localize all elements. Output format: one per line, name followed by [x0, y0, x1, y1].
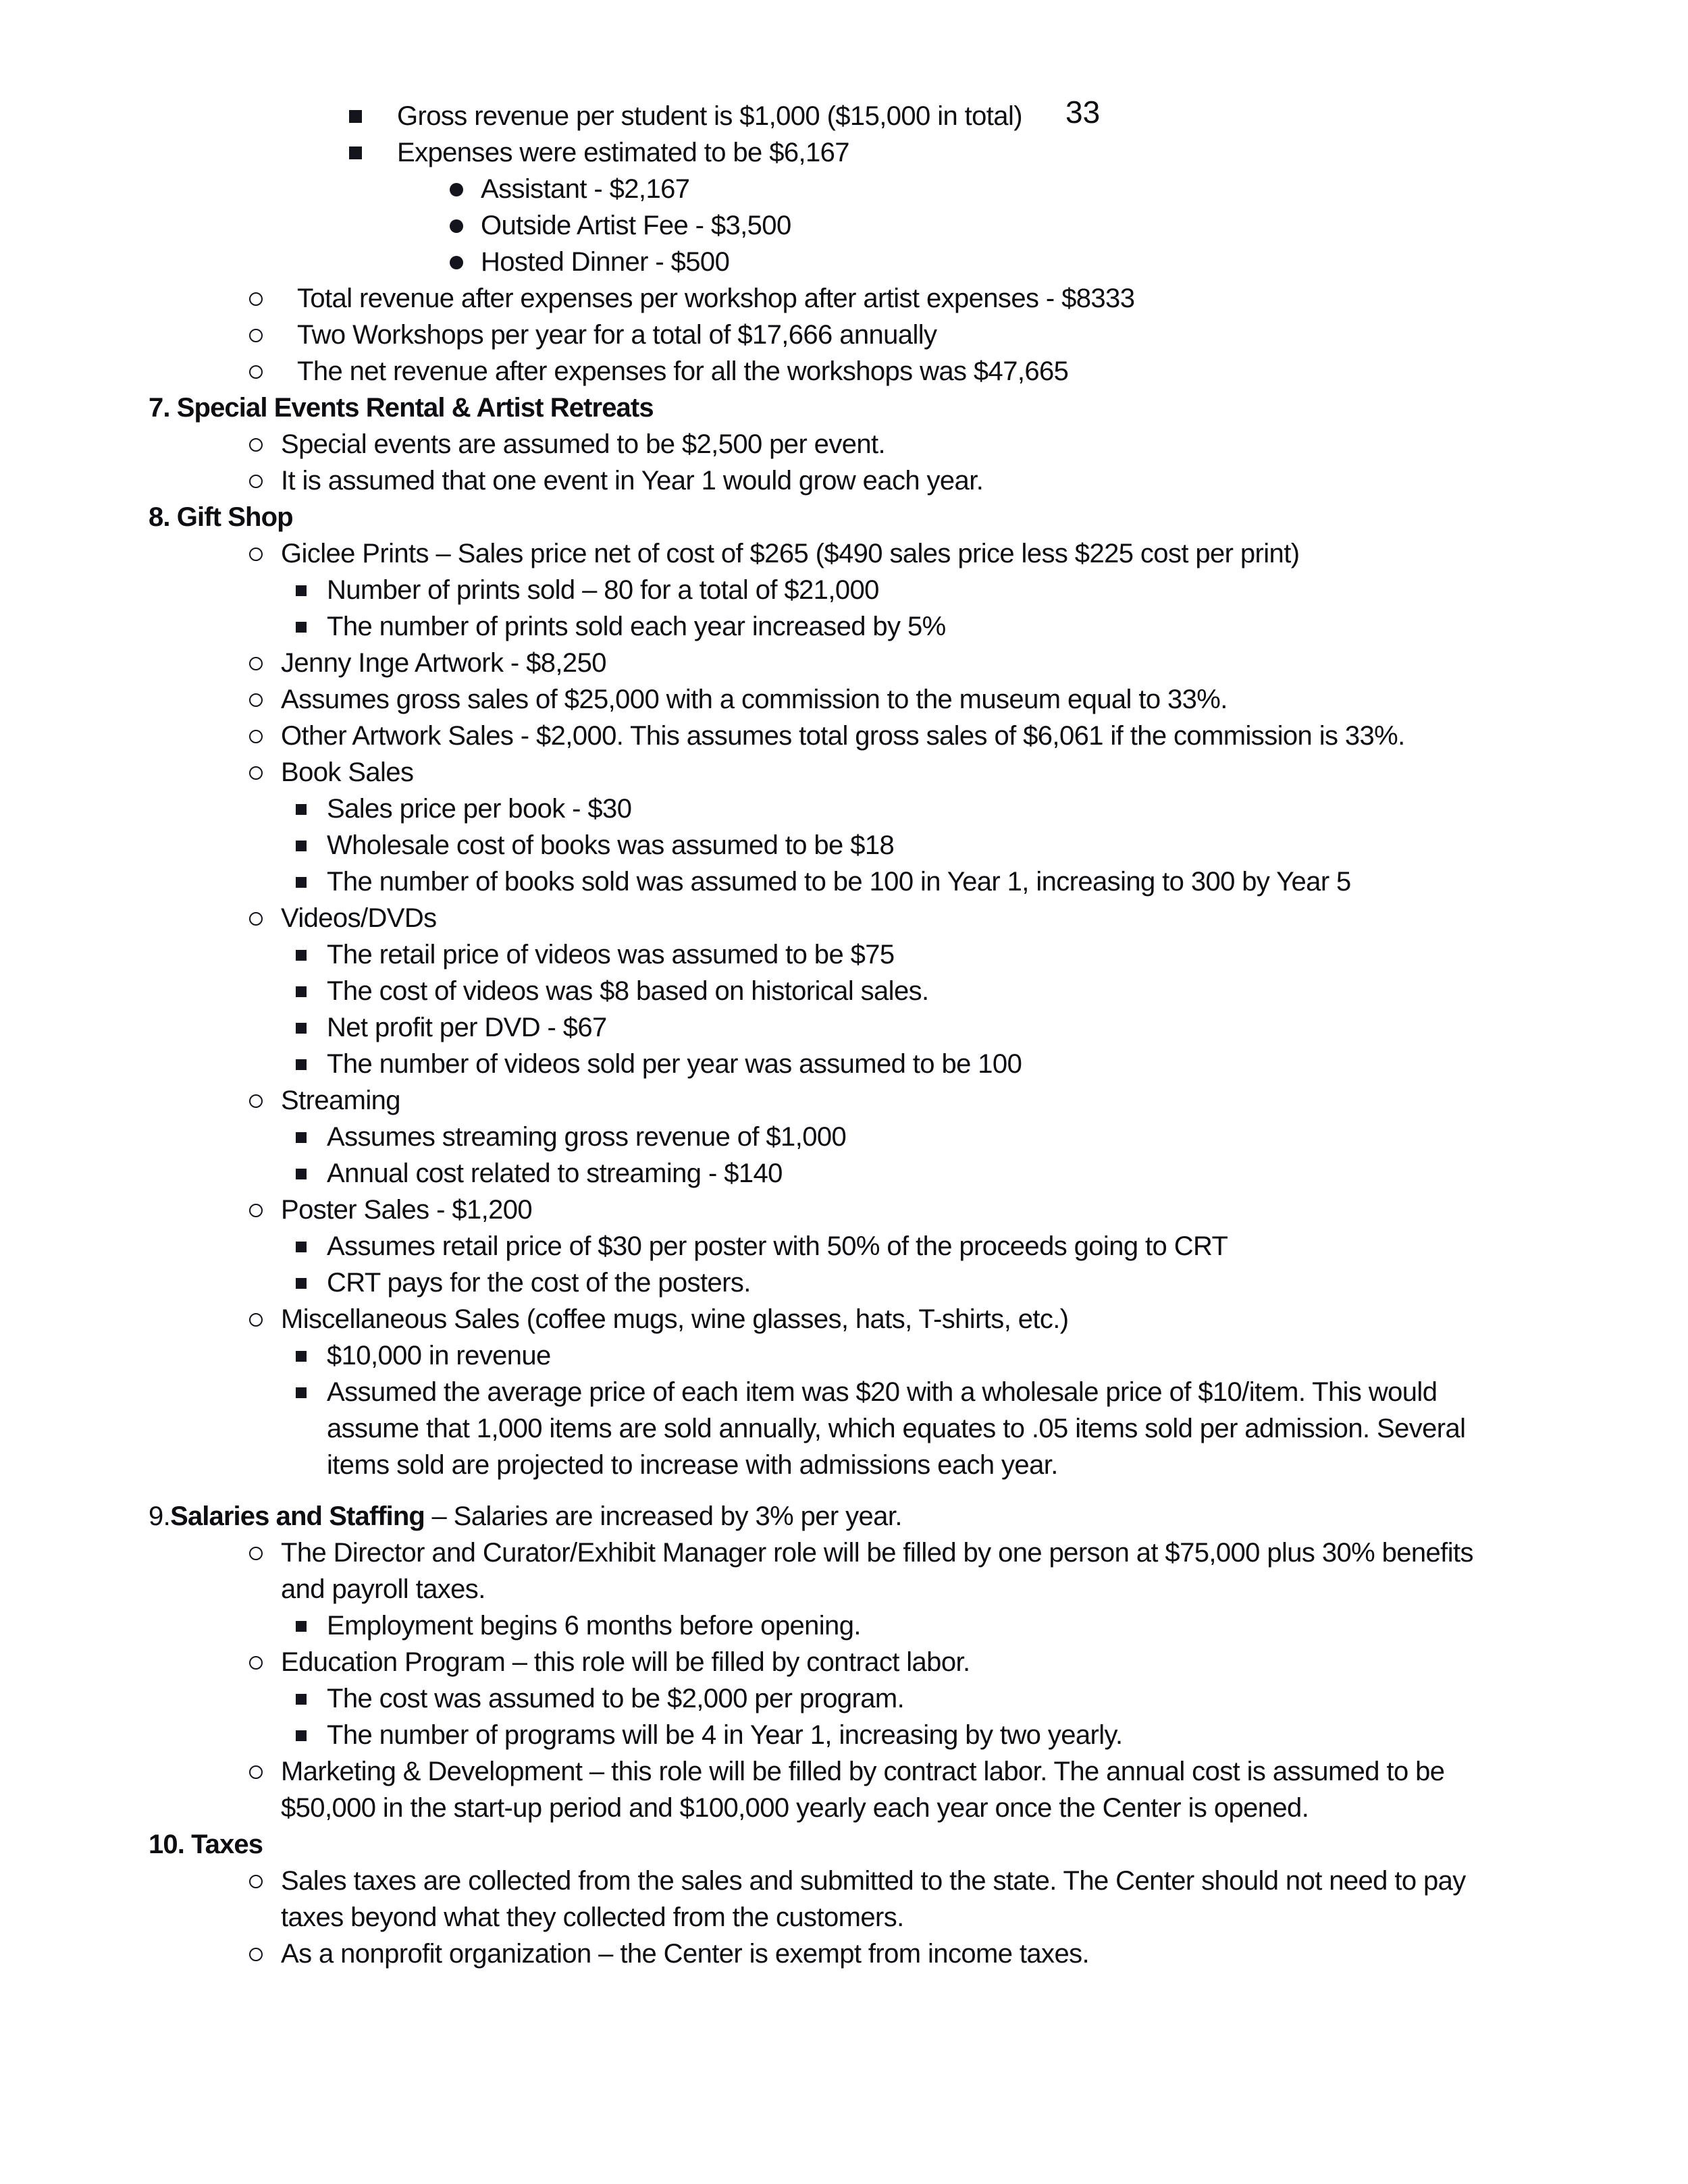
square-bullet-icon — [349, 110, 362, 123]
item-text: As a nonprofit organization – the Center is exempt from income taxes. — [281, 1939, 1089, 1969]
item-text: Special events are assumed to be $2,500 per event. — [281, 429, 886, 459]
square-bullet-icon — [296, 1387, 307, 1398]
item-text: Miscellaneous Sales (coffee mugs, wine glasses, hats, T-shirts, etc.) — [281, 1304, 1069, 1334]
circle-bullet-icon — [249, 1547, 263, 1560]
square-bullet-icon — [296, 1694, 307, 1705]
square-bullet-icon — [296, 804, 307, 815]
item-text: Net profit per DVD - $67 — [327, 1013, 607, 1042]
item-text: Sales taxes are collected from the sales and submitted to the state. The Center should not need to pay — [281, 1866, 1466, 1896]
circle-bullet-icon — [249, 329, 263, 342]
item-text: Giclee Prints – Sales price net of cost of $265 ($490 sales price less $225 cost per print) — [281, 539, 1300, 568]
dot-bullet-icon — [450, 256, 463, 269]
item-text: Assumes streaming gross revenue of $1,000 — [327, 1122, 847, 1152]
item-text: assume that 1,000 items are sold annually, which equates to .05 items sold per admission. Several — [327, 1414, 1466, 1443]
item-text: The Director and Curator/Exhibit Manager role will be filled by one person at $75,000 plus 30% benefits — [281, 1538, 1473, 1568]
circle-bullet-icon — [249, 1765, 263, 1779]
square-bullet-icon — [296, 877, 307, 888]
square-bullet-icon — [296, 1132, 307, 1143]
square-bullet-icon — [296, 1023, 307, 1034]
square-bullet-icon — [296, 1621, 307, 1632]
circle-bullet-icon — [249, 730, 263, 743]
item-text: $50,000 in the start-up period and $100,000 yearly each year once the Center is opened. — [281, 1793, 1309, 1823]
section-heading-7: 7. Special Events Rental & Artist Retreats — [149, 393, 654, 423]
item-text: taxes beyond what they collected from the customers. — [281, 1902, 904, 1932]
item-text: The retail price of videos was assumed to be $75 — [327, 940, 895, 969]
circle-bullet-icon — [249, 766, 263, 780]
square-bullet-icon — [296, 1730, 307, 1741]
item-text: Streaming — [281, 1086, 400, 1115]
circle-bullet-icon — [249, 365, 263, 379]
circle-bullet-icon — [249, 1094, 263, 1108]
item-text: The number of programs will be 4 in Year 1, increasing by two yearly. — [327, 1720, 1123, 1750]
item-text: $10,000 in revenue — [327, 1341, 551, 1370]
item-text: The cost was assumed to be $2,000 per program. — [327, 1684, 905, 1713]
item-text: Assumed the average price of each item was $20 with a wholesale price of $10/item. This would — [327, 1377, 1438, 1407]
item-text: Outside Artist Fee - $3,500 — [481, 211, 791, 240]
circle-bullet-icon — [249, 1313, 263, 1327]
item-text: Wholesale cost of books was assumed to be $18 — [327, 830, 895, 860]
section-number: 9. — [149, 1501, 171, 1531]
circle-bullet-icon — [249, 548, 263, 561]
section-heading-9 — [149, 1498, 902, 1535]
item-text: The number of books sold was assumed to be 100 in Year 1, increasing to 300 by Year 5 — [327, 867, 1351, 897]
item-text: CRT pays for the cost of the posters. — [327, 1268, 751, 1298]
item-text: Poster Sales - $1,200 — [281, 1195, 533, 1225]
square-bullet-icon — [296, 841, 307, 851]
item-text: Jenny Inge Artwork - $8,250 — [281, 648, 606, 678]
section-title: Salaries and Staffing — [170, 1501, 425, 1531]
item-text: Education Program – this role will be filled by contract labor. — [281, 1647, 970, 1677]
item-text: Number of prints sold – 80 for a total of $21,000 — [327, 575, 879, 605]
item-text: and payroll taxes. — [281, 1574, 485, 1604]
square-bullet-icon — [296, 1278, 307, 1289]
circle-bullet-icon — [249, 657, 263, 670]
item-text: It is assumed that one event in Year 1 would grow each year. — [281, 466, 984, 496]
item-text: Book Sales — [281, 757, 414, 787]
square-bullet-icon — [296, 1169, 307, 1179]
square-bullet-icon — [296, 622, 307, 633]
item-text: Total revenue after expenses per workshop after artist expenses - $8333 — [297, 284, 1135, 313]
item-text: Expenses were estimated to be $6,167 — [397, 138, 849, 167]
square-bullet-icon — [296, 950, 307, 961]
square-bullet-icon — [296, 1242, 307, 1252]
square-bullet-icon — [296, 986, 307, 997]
section-heading-8: 8. Gift Shop — [149, 502, 293, 532]
dot-bullet-icon — [450, 219, 463, 233]
item-text: Sales price per book - $30 — [327, 794, 632, 824]
circle-bullet-icon — [249, 1204, 263, 1217]
circle-bullet-icon — [249, 1948, 263, 1961]
section-heading-10: 10. Taxes — [149, 1830, 263, 1859]
item-text: The cost of videos was $8 based on historical sales. — [327, 976, 929, 1006]
item-text: Videos/DVDs — [281, 903, 437, 933]
item-text: Marketing & Development – this role will be filled by contract labor. The annual cost is assumed to be — [281, 1757, 1445, 1786]
dot-bullet-icon — [450, 183, 463, 196]
page-number: 33 — [1065, 95, 1101, 130]
square-bullet-icon — [296, 1351, 307, 1362]
square-bullet-icon — [349, 147, 362, 159]
item-text: Assumes retail price of $30 per poster with 50% of the proceeds going to CRT — [327, 1231, 1228, 1261]
section-subtitle: – Salaries are increased by 3% per year. — [424, 1501, 902, 1531]
item-text: The net revenue after expenses for all the workshops was $47,665 — [297, 356, 1069, 386]
item-text: Two Workshops per year for a total of $17,666 annually — [297, 320, 937, 350]
circle-bullet-icon — [249, 438, 263, 452]
circle-bullet-icon — [249, 1656, 263, 1670]
item-text: Gross revenue per student is $1,000 ($15,000 in total) — [397, 101, 1022, 131]
item-text: The number of prints sold each year increased by 5% — [327, 612, 946, 641]
item-text: items sold are projected to increase with admissions each year. — [327, 1450, 1058, 1480]
item-text: Other Artwork Sales - $2,000. This assumes total gross sales of $6,061 if the commission is 33%. — [281, 721, 1405, 751]
item-text: Employment begins 6 months before opening. — [327, 1611, 861, 1641]
circle-bullet-icon — [249, 912, 263, 926]
circle-bullet-icon — [249, 475, 263, 488]
item-text: Assumes gross sales of $25,000 with a commission to the museum equal to 33%. — [281, 685, 1228, 714]
square-bullet-icon — [296, 585, 307, 596]
circle-bullet-icon — [249, 693, 263, 707]
square-bullet-icon — [296, 1059, 307, 1070]
item-text: Annual cost related to streaming - $140 — [327, 1158, 783, 1188]
item-text: The number of videos sold per year was assumed to be 100 — [327, 1049, 1022, 1079]
circle-bullet-icon — [249, 292, 263, 306]
item-text: Hosted Dinner - $500 — [481, 247, 730, 277]
item-text: Assistant - $2,167 — [481, 174, 690, 204]
circle-bullet-icon — [249, 1875, 263, 1888]
